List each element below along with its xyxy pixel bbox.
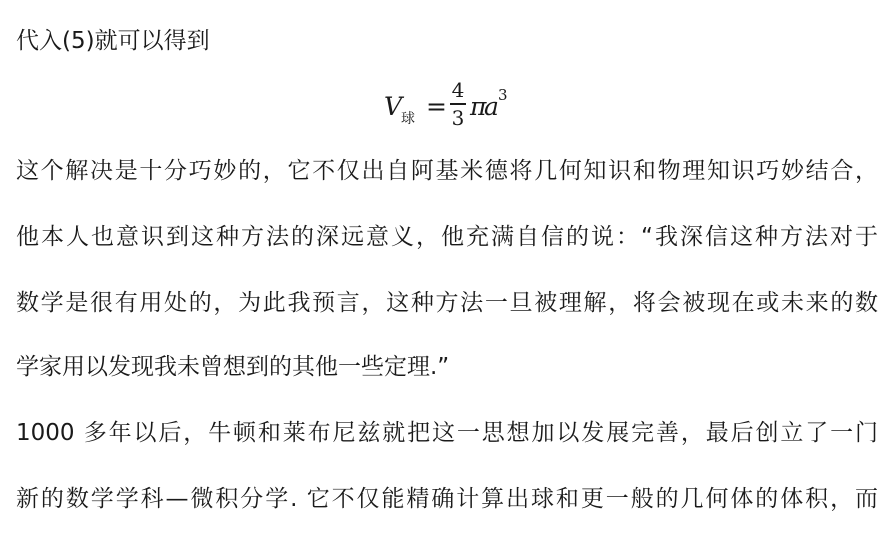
formula-variable: a: [484, 92, 499, 121]
text-line-6: 学家用以发现我未曾想到的其他一些定理.”: [16, 354, 450, 380]
text-line-7: 1000 多年以后，牛顿和莱布尼兹就把这一思想加以发展完善，最后创立了一门: [16, 420, 878, 446]
text-line-3: 这个解决是十分巧妙的，它不仅出自阿基米德将几何知识和物理知识巧妙结合，: [16, 158, 878, 184]
formula-subscript: 球: [401, 111, 415, 127]
formula-fraction: [450, 78, 466, 130]
formula-pi: π: [470, 92, 487, 121]
formula-lhs: V: [384, 92, 403, 121]
fraction-bar: [450, 103, 466, 105]
formula-equals: =: [426, 92, 447, 121]
text-line-8: 新的数学学科—微积分学. 它不仅能精确计算出球和更一般的几何体的体积，而: [16, 486, 878, 512]
text-line-1: 代入(5)就可以得到: [16, 28, 210, 54]
text-line-5: 数学是很有用处的，为此我预言，这种方法一旦被理解，将会被现在或未来的数: [16, 290, 878, 316]
fraction-denominator: 3: [451, 105, 465, 130]
text-line-4: 他本人也意识到这种方法的深远意义，他充满自信的说：“我深信这种方法对于: [16, 224, 878, 250]
formula-exponent: 3: [498, 86, 508, 104]
fraction-numerator: 4: [451, 78, 465, 102]
